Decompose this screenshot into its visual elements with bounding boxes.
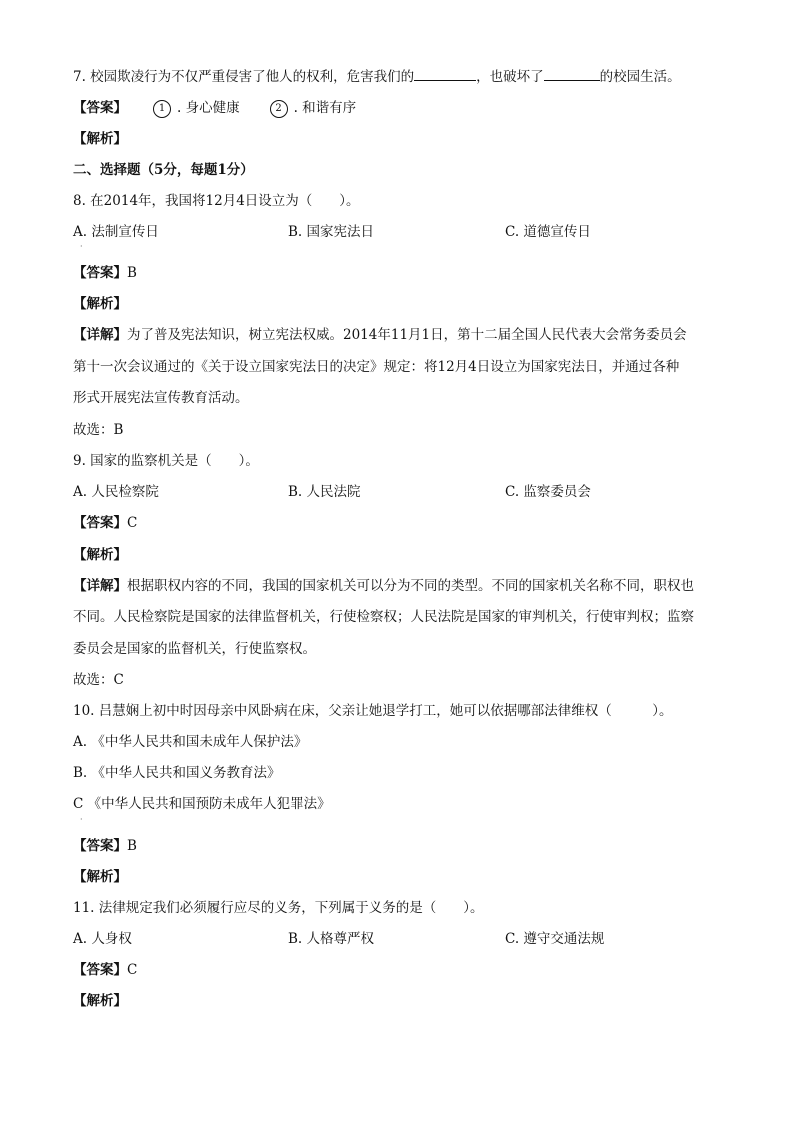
q7-blank-2: [544, 67, 600, 81]
q7-analysis-label: 【解析】: [73, 131, 127, 147]
q7-text-b: ，也破坏了: [476, 69, 544, 85]
q9-option-c: C. 监察委员会: [505, 484, 591, 500]
section-2-title: 二、选择题（5分，每题1分）: [73, 162, 254, 178]
q8-analysis-label: 【解析】: [73, 296, 127, 312]
q8-detail-line-1: [73, 326, 687, 344]
q11-option-b: B. 人格尊严权: [288, 931, 375, 947]
stray-mark: ·: [80, 815, 83, 824]
q8-choice: 故选：B: [73, 422, 124, 438]
q9-answer: [73, 514, 137, 532]
detail-label: 【详解】: [73, 578, 127, 594]
answer-label: 【答案】: [73, 100, 127, 116]
q9-stem: 9. 国家的监察机关是（ ）。: [73, 453, 259, 469]
q8-answer: [73, 264, 137, 282]
q11-option-a: A. 人身权: [73, 931, 132, 947]
q9-option-a: A. 人民检察院: [73, 484, 159, 500]
q9-detail-line-1: [73, 577, 694, 595]
q7-blank-1: [414, 67, 476, 81]
q10-option-a: A. 《中华人民共和国未成年人保护法》: [73, 734, 308, 750]
q10-answer-value: B: [127, 838, 137, 854]
q9-choice: 故选：C: [73, 672, 124, 688]
q8-option-c: C. 道德宣传日: [505, 224, 591, 240]
answer-label: 【答案】: [73, 265, 127, 281]
q9-answer-value: C: [127, 515, 138, 531]
q7-stem: [73, 67, 681, 86]
answer-label: 【答案】: [73, 515, 127, 531]
answer-label: 【答案】: [73, 838, 127, 854]
q11-stem: 11. 法律规定我们必须履行应尽的义务，下列属于义务的是（ ）。: [73, 900, 484, 916]
q10-analysis-label: 【解析】: [73, 869, 127, 885]
q7-text-a: 7. 校园欺凌行为不仅严重侵害了他人的权利，危害我们的: [73, 69, 415, 85]
q8-answer-value: B: [127, 265, 137, 281]
q11-answer-value: C: [127, 962, 138, 978]
q8-stem: 8. 在2014年，我国将12月4日设立为（ ）。: [73, 193, 360, 209]
q7-answer: [73, 99, 356, 118]
q9-detail-text-1: 根据职权内容的不同，我国的国家机关可以分为不同的类型。不同的国家机关名称不同，职权也: [127, 578, 694, 594]
q8-option-a: A. 法制宣传日: [73, 224, 159, 240]
answer-number-1: 1: [153, 100, 171, 118]
q11-answer: [73, 961, 137, 979]
q9-analysis-label: 【解析】: [73, 547, 127, 563]
q9-detail-line-3: 委员会是国家的监督机关，行使监察权。: [73, 641, 316, 657]
q7-text-c: 的校园生活。: [599, 69, 681, 85]
answer-label: 【答案】: [73, 962, 127, 978]
q7-answer-1: . 身心健康: [177, 100, 240, 116]
q10-answer: [73, 837, 137, 855]
q7-answer-2: . 和谐有序: [293, 100, 357, 116]
answer-number-2: 2: [270, 100, 288, 118]
q8-detail-text-1: 为了普及宪法知识，树立宪法权威。2014年11月1日，第十二届全国人民代表大会常务委员会: [127, 327, 687, 343]
q8-detail-line-3: 形式开展宪法宣传教育活动。: [73, 390, 249, 406]
detail-label: 【详解】: [73, 327, 127, 343]
q10-stem: 10. 吕慧娴上初中时因母亲中风卧病在床，父亲让她退学打工，她可以依据哪部法律维权（ ）。: [73, 703, 673, 719]
q8-detail-line-2: 第十一次会议通过的《关于设立国家宪法日的决定》规定：将12月4日设立为国家宪法日，并通过各种: [73, 359, 680, 375]
q9-option-b: B. 人民法院: [288, 484, 361, 500]
q8-option-b: B. 国家宪法日: [288, 224, 375, 240]
q11-option-c: C. 遵守交通法规: [505, 931, 605, 947]
stray-mark: ·: [80, 242, 83, 251]
q9-detail-line-2: 不同。人民检察院是国家的法律监督机关，行使检察权；人民法院是国家的审判机关，行使审判权；监察: [73, 609, 694, 625]
q10-option-b: B. 《中华人民共和国义务教育法》: [73, 765, 281, 781]
q10-option-c: C 《中华人民共和国预防未成年人犯罪法》: [73, 796, 331, 812]
q11-analysis-label: 【解析】: [73, 993, 127, 1009]
